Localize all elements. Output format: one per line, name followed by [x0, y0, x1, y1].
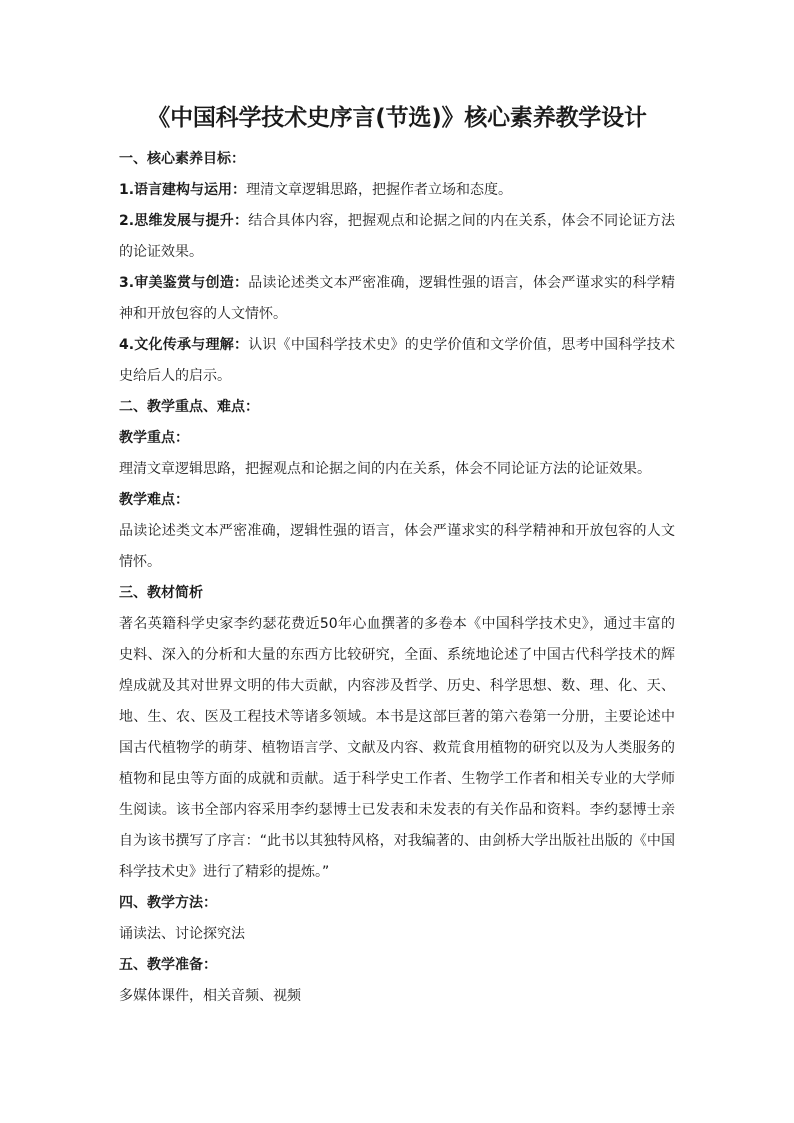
section-core-goals [119, 144, 675, 392]
difficulty-text: 品读论述类文本严密准确，逻辑性强的语言，体会严谨求实的科学精神和开放包容的人文情怀。 [119, 523, 675, 570]
key-point-label: 教学重点： [119, 430, 189, 446]
section-teaching-methods [119, 888, 675, 950]
section-material-analysis [119, 578, 675, 888]
material-analysis-text: 著名英籍科学史家李约瑟花费近50年心血撰著的多卷本《中国科学技术史》，通过丰富的史料、深入的分析和大量的东西方比较研究，全面、系统地论述了中国古代科学技术的辉煌成就及其对世界文明的伟大贡献，内容涉及哲学、历史、科学思想、数、理、化、天、地、生、农、医及工程技术等诸多领域。本书是这部巨著的第六卷第一分册，主要论述中国古代植物学的萌芽、植物语言学、文献及内容、救荒食用植物的研究以及为人类服务的植物和昆虫等方面的成就和贡献。适于科学史工作者、生物学工作者和相关专业的大学师生阅读。该书全部内容采用李约瑟博士已发表和未发表的有关作品和资料。李约瑟博士亲自为该书撰写了序言：“此书以其独特风格，对我编著的、由剑桥大学出版社出版的《中国科学技术史》进行了精彩的提炼。” [119, 616, 675, 880]
document-title: 《中国科学技术史序言(节选)》核心素养教学设计 [147, 105, 647, 131]
goal-text: 认识《中国科学技术史》的史学价值和文学价值，思考中国科学技术史给后人的启示。 [119, 337, 676, 384]
section-heading: 四、教学方法： [119, 895, 217, 911]
goal-text: 理清文章逻辑思路，把握作者立场和态度。 [246, 182, 513, 198]
teaching-preparation-text: 多媒体课件，相关音频、视频 [119, 988, 301, 1004]
difficulty-label: 教学难点： [119, 492, 189, 508]
goal-item-thinking [119, 206, 675, 268]
goal-text: 品读论述类文本严密准确，逻辑性强的语言，体会严谨求实的科学精神和开放包容的人文情怀。 [119, 275, 676, 322]
section-heading: 五、教学准备： [119, 957, 217, 973]
goal-item-language [119, 175, 675, 206]
goal-label: 1.语言建构与运用： [119, 182, 247, 198]
key-point-text: 理清文章逻辑思路，把握观点和论据之间的内在关系，体会不同论证方法的论证效果。 [119, 461, 651, 477]
goal-item-culture [119, 330, 675, 392]
section-heading: 二、教学重点、难点： [119, 399, 259, 415]
section-heading: 三、教材简析 [119, 585, 203, 601]
goal-label: 3.审美鉴赏与创造： [119, 275, 249, 291]
section-heading: 一、核心素养目标： [119, 151, 245, 167]
goal-item-aesthetics [119, 268, 675, 330]
goal-label: 4.文化传承与理解： [119, 337, 249, 353]
goal-label: 2.思维发展与提升： [119, 213, 249, 229]
section-key-points [119, 392, 675, 578]
goal-text: 结合具体内容，把握观点和论据之间的内在关系，体会不同论证方法的论证效果。 [119, 213, 676, 260]
section-teaching-preparation [119, 950, 675, 1012]
teaching-methods-text: 诵读法、讨论探究法 [119, 926, 245, 942]
